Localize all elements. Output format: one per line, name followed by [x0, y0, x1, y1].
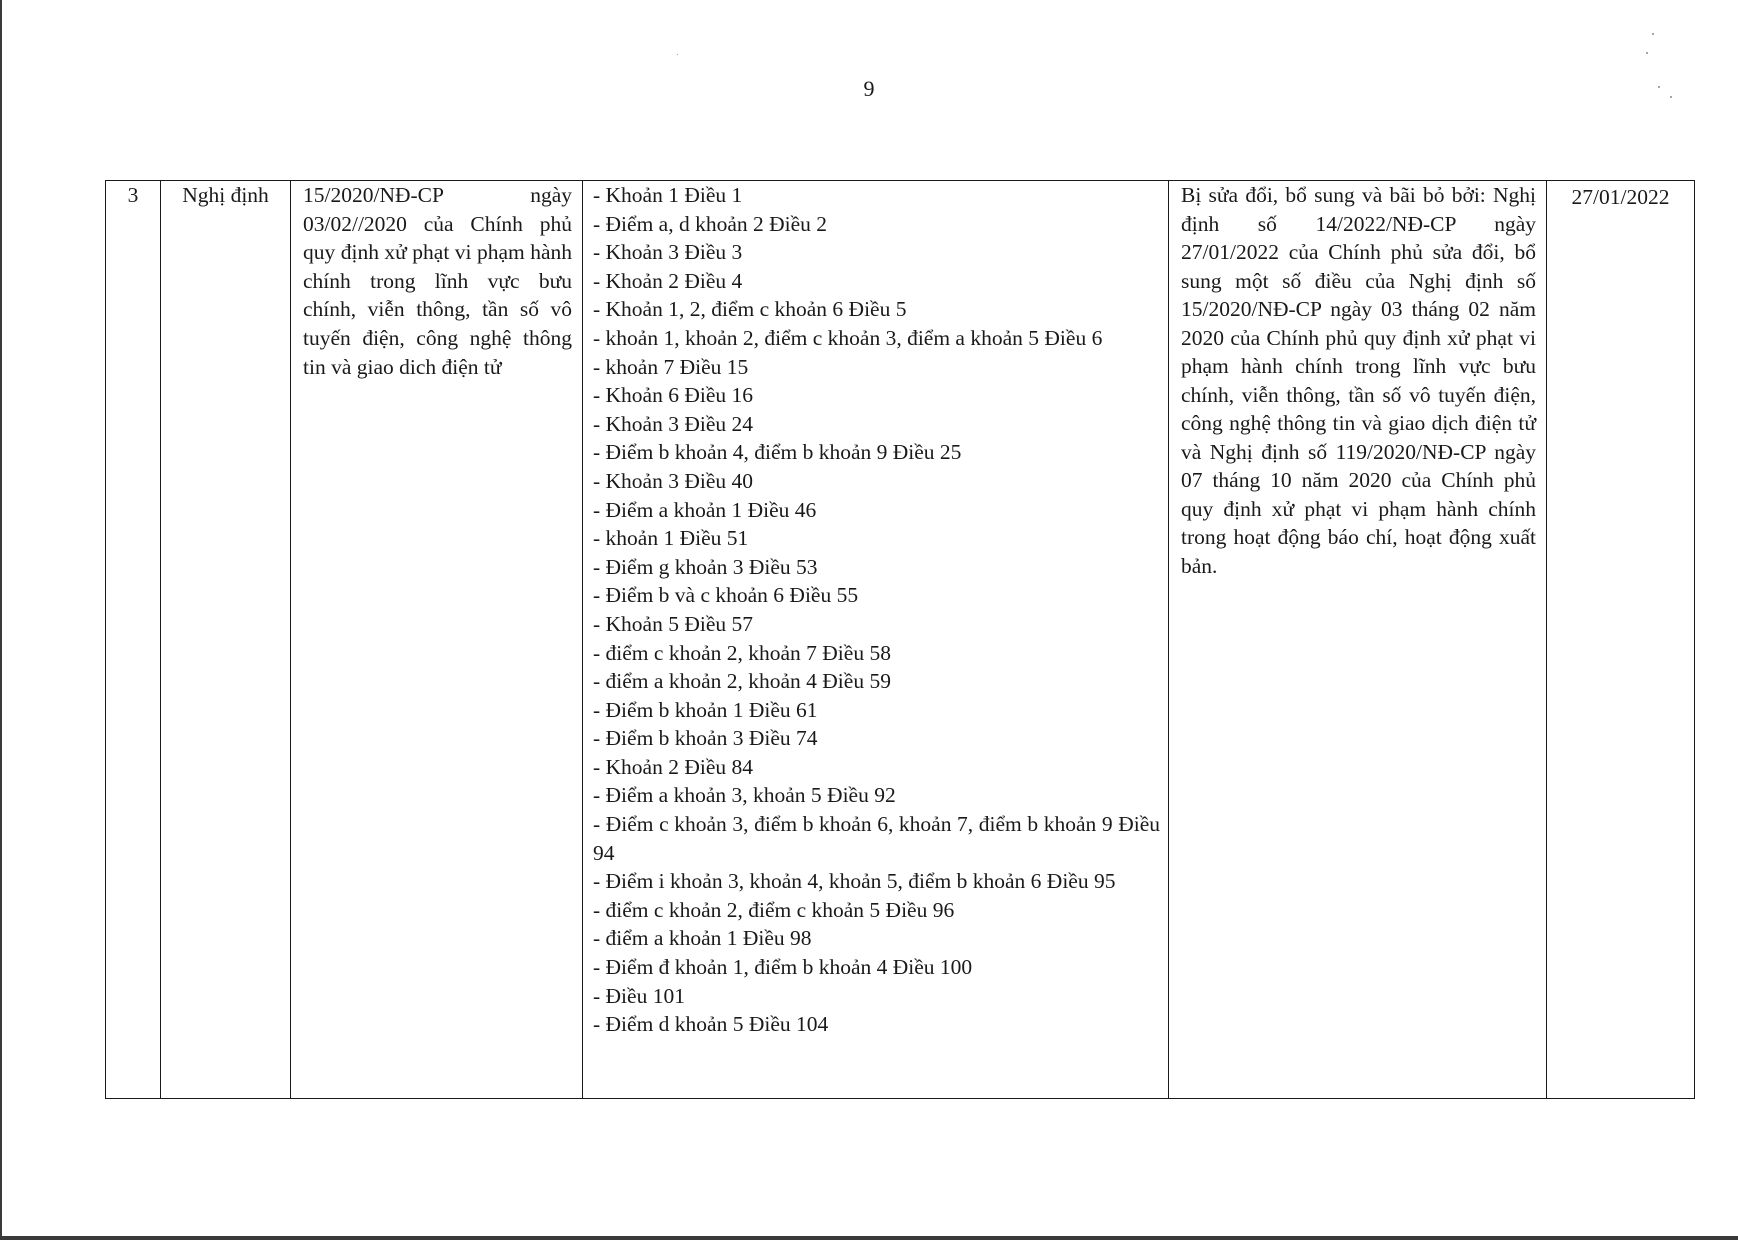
document-name-cell	[291, 181, 583, 1099]
scan-speck	[1646, 52, 1648, 54]
provision-item: - Khoản 1 Điều 1	[593, 183, 743, 207]
provision-item: - điểm a khoản 1 Điều 98	[593, 926, 812, 951]
provision-item: - Khoản 6 Điều 16	[593, 383, 754, 408]
provision-item: - khoản 1 Điều 51	[593, 526, 749, 551]
document-table	[105, 180, 1695, 1099]
effective-date-cell	[1547, 181, 1695, 1099]
provision-item: - khoản 1, khoản 2, điểm c khoản 3, điểm a khoản 5 Điều 6	[593, 325, 1103, 350]
scan-speck	[1652, 33, 1654, 35]
provision-item: - Điểm b và c khoản 6 Điều 55	[593, 583, 859, 608]
provision-item: - điểm c khoản 2, khoản 7 Điều 58	[593, 640, 891, 665]
provision-item: - Điểm đ khoản 1, điểm b khoản 4 Điều 100	[593, 955, 973, 980]
provision-item: - điểm a khoản 2, khoản 4 Điều 59	[593, 669, 891, 694]
scan-edge-left	[0, 0, 2, 1240]
row-number-cell	[106, 181, 161, 1099]
provision-item: - Điều 101	[593, 983, 685, 1008]
provision-item: - Điểm b khoản 4, điểm b khoản 9 Điều 25	[593, 440, 962, 465]
table-row	[106, 181, 1695, 1099]
provision-item: - Điểm a, d khoản 2 Điều 2	[593, 211, 828, 236]
scan-speck	[677, 54, 678, 55]
affected-provisions-cell	[583, 181, 1169, 1099]
provision-item: - Điểm i khoản 3, khoản 4, khoản 5, điểm b khoản 6 Điều 95	[593, 869, 1116, 894]
provision-item: - khoản 7 Điều 15	[593, 354, 749, 379]
provision-item: - Điểm g khoản 3 Điều 53	[593, 554, 818, 579]
provision-item: - Điểm a khoản 1 Điều 46	[593, 497, 817, 522]
provision-item: - Khoản 2 Điều 4	[593, 268, 743, 293]
provision-item: - điểm c khoản 2, điểm c khoản 5 Điều 96	[593, 897, 955, 922]
document-type: Nghị định	[182, 183, 269, 207]
provision-item: - Khoản 3 Điều 40	[593, 468, 754, 493]
document-name: 15/2020/NĐ-CP ngày 03/02//2020 của Chính phủ quy định xử phạt vi phạm hành chính trong lĩnh vực bưu chính, viễn thông, tần số vô tuyến điện, công nghệ thông tin và giao dich điện tử	[303, 183, 572, 379]
document-type-cell	[161, 181, 291, 1099]
row-number: 3	[127, 183, 139, 207]
provision-item: - Khoản 3 Điều 24	[593, 411, 754, 436]
provision-item: - Khoản 2 Điều 84	[593, 754, 754, 779]
provision-item: - Điểm a khoản 3, khoản 5 Điều 92	[593, 783, 896, 808]
amended-by-text: Bị sửa đổi, bổ sung và bãi bỏ bởi: Nghị định số 14/2022/NĐ-CP ngày 27/01/2022 của Chính phủ sửa đổi, bổ sung một số điều của Nghị định số 15/2020/NĐ-CP ngày 03 tháng 02 năm 2020 của Chính phủ quy định xử phạt vi phạm hành chính trong lĩnh vực bưu chính, viễn thông, tần số vô tuyến điện, công nghệ thông tin và giao dịch điện tử và Nghị định số 119/2020/NĐ-CP ngày 07 tháng 10 năm 2020 của Chính phủ quy định xử phạt vi phạm hành chính trong hoạt động báo chí, hoạt động xuất bản.	[1181, 183, 1536, 578]
provision-item: - Điểm b khoản 1 Điều 61	[593, 697, 818, 722]
effective-date: 27/01/2022	[1571, 185, 1670, 209]
provision-item: - Khoản 3 Điều 3	[593, 240, 743, 265]
provision-item: - Điểm b khoản 3 Điều 74	[593, 726, 818, 751]
provision-item: - Khoản 1, 2, điểm c khoản 6 Điều 5	[593, 297, 907, 322]
provision-item: - Điểm d khoản 5 Điều 104	[593, 1012, 829, 1037]
provision-item: - Khoản 5 Điều 57	[593, 611, 754, 636]
provision-item: - Điểm c khoản 3, điểm b khoản 6, khoản 7, điểm b khoản 9 Điều 94	[593, 812, 1160, 865]
scan-edge-bottom	[0, 1236, 1738, 1240]
amended-by-cell	[1169, 181, 1547, 1099]
page-number: 9	[863, 76, 875, 101]
